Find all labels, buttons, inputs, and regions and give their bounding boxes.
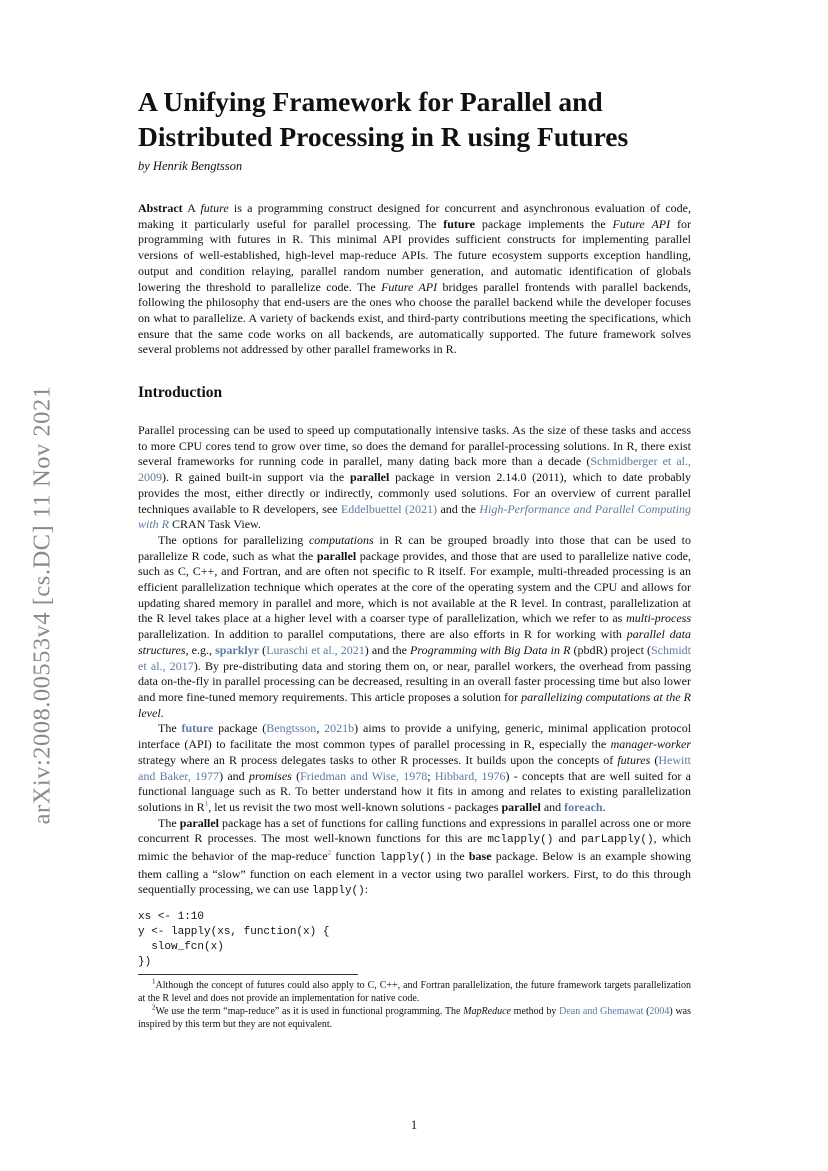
package-link[interactable] [182,721,214,735]
package-name: parallel [349,470,390,485]
text: ) and the [364,642,411,657]
text: ). By pre-distributing data and storing them on, or near, parallel workers, the overhead from passing data on-the-fly in parallel processing can be decreased, resulting in an overall faster processing time but also lower and more fine-tuned memory requirements. This article proposes a solution for [138,658,691,704]
text: The [158,815,180,830]
footnote-text: ) was inspired by this term but they are not equivalent. [138,1006,691,1031]
text: and [540,799,565,814]
text: The [158,721,182,736]
citation-link[interactable]: 2021b [324,721,355,736]
paper-title: A Unifying Framework for Parallel and Distributed Processing in R using Futures [138,86,629,152]
text: package in version 2.14.0 (2011), which to date probably provides the most, either directly or indirectly, commonly used solutions. For an overview of current parallel techniques available to R developers, see [138,470,691,516]
text: . [602,799,606,814]
text: , which mimic the behavior of the map-reduce [138,831,692,864]
emphasis: Programming with Big Data in R [410,642,571,657]
package-name: sparklyr [215,642,260,657]
text: : [364,882,369,897]
citation-link[interactable]: Hibbard, 1976 [434,768,506,783]
footnote-number: 1 [152,977,156,986]
abstract-term: Future API [612,216,671,231]
inline-code: parLapply() [580,834,654,847]
page-number: 1 [410,1118,418,1132]
package-name: base [468,849,492,864]
text: ) - concepts that are well suited for a functional language such as R. To better understand how it fits in among and relates to existing parallelization solutions in R [138,768,691,814]
abstract-text: for programming with futures in R. This minimal API provides sufficient constructs for implementing parallel versions of well-established, high-level map-reduce APIs. The future ecosystem supports exception handling, output and condition relaying, parallel random number generation, and automatic identification of globals lowering the threshold to parallelize code. The [138,216,691,294]
inline-code: lapply() [379,852,433,865]
text: ( [259,642,267,657]
link-text: High-Performance and Parallel Computing with R [138,501,692,532]
emphasis: parallelizing computations at the R level [138,689,691,720]
text: package has a set of functions for calling functions and expressions in parallel across one or more concurrent R processes. The most well-known functions for this are [138,815,692,846]
text: , e.g., [185,642,216,657]
citation-link[interactable]: Schmidberger et al., 2009 [138,454,691,485]
abstract-text: is a programming construct designed for concurrent and asynchronous evaluation of code, making it particularly useful for parallel processing. The [138,201,691,231]
paper-page [138,84,691,1031]
package-name: parallel [179,815,220,830]
emphasis: multi-process [626,611,691,626]
emphasis: manager-worker [610,737,691,752]
citation-link[interactable]: Dean and Ghemawat [559,1006,644,1018]
package-name: future [181,721,214,736]
abstract [138,201,691,358]
text: ) aims to provide a unifying, generic, minimal application protocol interface (API) to facilitate the most common types of parallel processing in R, especially the [138,721,692,752]
package-name: parallel [316,548,357,563]
abstract-text: package implements the [475,216,613,231]
paragraph [138,816,691,901]
text: ( [291,768,301,783]
text: ( [650,752,659,767]
text: , let us revisit the two most well-known solutions - packages [208,799,502,814]
package-link[interactable] [564,800,602,814]
text: in R can be grouped broadly into those that can be used to parallelize R code, such as what the [138,532,691,563]
paragraph [138,423,691,533]
footnote-divider [138,974,358,975]
text: parallelization. In addition to parallel computations, there are also efforts in R for working with [138,627,627,642]
text: Parallel processing can be used to speed up computationally intensive tasks. As the size of these tasks and access to more CPU cores tend to grow over time, so does the demand for parallel-processing solutions. In R, there exist several frameworks for running code in parallel, many dating back more than a decade ( [138,423,691,469]
text: The options for parallelizing [158,532,309,547]
citation-link[interactable]: Schmidt et al., 2017 [138,642,692,673]
emphasis: MapReduce [463,1006,511,1018]
abstract-term: future [200,201,229,215]
text: function [331,849,380,864]
abstract-term: Future API [381,279,438,294]
footnote-1 [138,979,691,1005]
abstract-text: bridges parallel frontends with parallel backends, following the philosophy that end-users are the ones who choose the parallel backend while the developer focuses on what to parallelize. A variety of backends exist, and third-party contributions meeting the specifications, which ensure that the same code works on all backends, are automatically supported. The future framework solves several problems not addressed by other parallel frameworks in R. [138,279,691,357]
footnote-text: We use the term “map-reduce” as it is used in functional programming. The [155,1006,464,1018]
inline-code: lapply() [311,885,365,898]
text: in the [432,849,469,864]
citation-link[interactable]: 2004 [649,1006,670,1018]
package-name: foreach [564,799,603,814]
text: package provides, and those that are used to parallelize native code, such as C, C++, and Fortran, and are often not specific to R itself. For example, multi-threaded processing is an efficient parallelization technique which operates at the core of the operating system and the CPU and allows for updating shared memory in parallel and more, which is not available at the R level. In contrast, parallelization at the R level takes place at a higher level with a coarser type of parallelization, which we refer to as [138,548,691,626]
footnote-marker[interactable]: 1 [204,799,209,808]
emphasis: computations [308,532,374,547]
package-name: parallel [501,799,541,814]
text: strategy where an R process delegates tasks to other R processes. It builds upon the concepts of [138,752,618,767]
footnote-text: Although the concept of futures could also apply to C, C++, and Fortran parallelization, the future framework targets parallelization at the R level and does not provide an implementation for native code. [138,980,691,1005]
emphasis: futures [617,752,651,767]
text: ; [427,768,435,783]
paragraph [138,721,691,815]
author-line: by Henrik Bengtsson [138,159,243,173]
footnote-marker[interactable]: 2 [327,849,332,858]
citation-link[interactable]: Friedman and Wise, 1978 [300,768,428,783]
emphasis: parallel data structures [138,627,691,657]
text: (pbdR) project ( [570,642,651,657]
text: and the [437,501,480,516]
inline-code: mclapply() [487,834,554,847]
package-link[interactable] [215,643,259,657]
package-name: future [443,216,475,231]
footnote-text: ( [643,1006,650,1018]
text: and [553,831,581,846]
arxiv-identifier-text: arXiv:2008.00553v4 [cs.DC] 11 Nov 2021 [28,385,56,825]
paragraph [138,533,691,721]
introduction-body [138,423,691,1031]
section-heading-introduction: Introduction [138,384,223,402]
text: package. Below is an example showing them calling a “slow” function on each element in a vector using two parallel workers. First, to do this through sequentially processing, we can use [138,849,692,897]
text: . [160,705,164,720]
abstract-text: A [182,201,201,215]
citation-link[interactable]: Luraschi et al., 2021 [266,642,365,657]
footnotes [138,979,691,1031]
footnote-2 [138,1005,691,1031]
text: ) and [219,768,249,783]
citation-link[interactable]: Bengtsson [266,721,317,736]
abstract-label: Abstract [138,201,183,215]
emphasis: promises [248,768,292,783]
text: , [316,721,325,736]
citation-link[interactable]: Hewitt and Baker, 1977 [138,752,692,783]
citation-link[interactable]: Eddelbuettel (2021) [340,501,438,516]
footnote-text: method by [510,1006,560,1018]
code-block: xs <- 1:10 y <- lapply(xs, function(x) { slow_fcn(x) }) [138,911,330,969]
footnote-number: 2 [152,1003,156,1012]
text: ). R gained built-in support via the [162,470,350,485]
text: package ( [213,721,267,736]
arxiv-identifier-stamp [27,360,57,850]
text: CRAN Task View. [169,517,261,532]
